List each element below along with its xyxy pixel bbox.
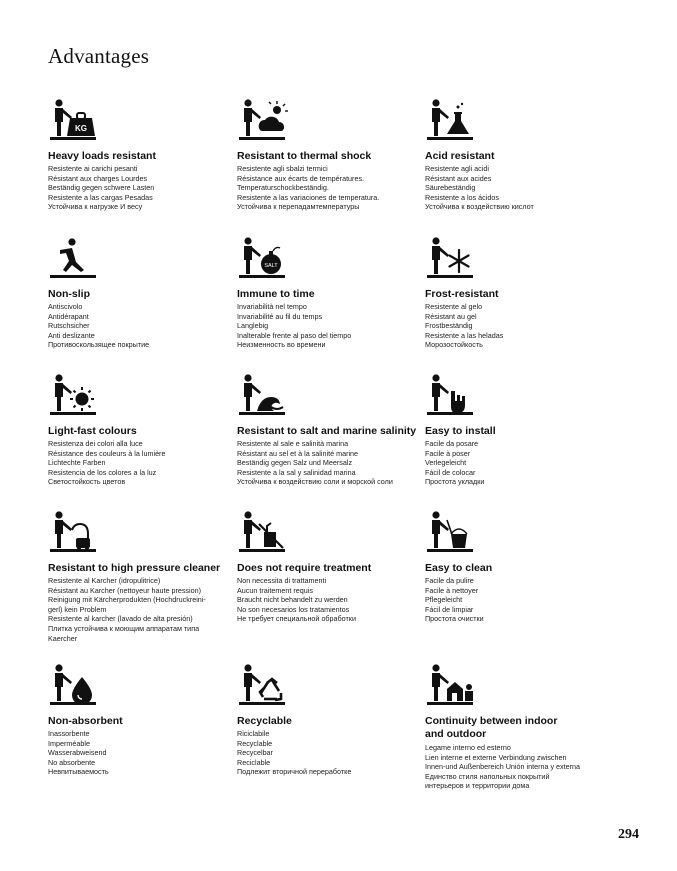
translation-line: Устойчива к воздействию соли и морской соли	[237, 477, 393, 487]
translation-line: Невпитываемость	[48, 767, 109, 777]
translation-line: Invariabilité au fil du temps	[237, 311, 323, 321]
translation-line: Antidérapant	[48, 311, 89, 321]
translation-line: Résistant au Karcher (nettoyeur haute pression)	[48, 585, 202, 595]
translation-line: Устойчива к воздействию кислот	[425, 202, 534, 212]
translation-line: Résistance des couleurs à la lumière	[48, 448, 166, 458]
translation-line: Facile da posare	[425, 439, 479, 448]
translation-line: интерьеров и территории дома	[425, 781, 530, 791]
translation-line: Resistente agli sbalzi termici	[237, 164, 328, 173]
translation-line: Aucun traitement requis	[237, 585, 313, 595]
translation-line: Resistente al karcher (lavado de alta presión)	[48, 614, 193, 624]
translation-line: Résistant au sel et à la salinité marine	[237, 448, 359, 458]
translation-line: Verlegeleicht	[425, 458, 467, 468]
hand-install-icon	[425, 373, 485, 419]
translation-line: Innen-und Außenbereich Unión interna y externa	[425, 762, 581, 772]
translation-line: Invariabilità nel tempo	[237, 302, 307, 311]
translation-line: No absorbente	[48, 757, 96, 767]
no-treatment-icon	[237, 510, 297, 556]
advantage-title: Does not require treatment	[237, 562, 372, 574]
translation-line: Resistencia de los colores a la luz	[48, 467, 157, 477]
translation-list	[237, 164, 437, 212]
translation-line: Non necessita di trattamenti	[237, 576, 327, 585]
thermal-shock-icon	[237, 98, 297, 144]
advantage-title: Heavy loads resistant	[48, 150, 156, 162]
translation-list	[48, 302, 248, 350]
translation-line: Facile à poser	[425, 448, 471, 458]
translation-line: Langlebig	[237, 321, 269, 331]
svg-text:SALT: SALT	[264, 263, 278, 269]
translation-line: Recycelbar	[237, 748, 273, 758]
advantage-title: Acid resistant	[425, 150, 495, 162]
translation-line: Wasserabweisend	[48, 748, 107, 758]
translation-line: Résistant aux acides	[425, 173, 492, 183]
water-drop-icon	[48, 663, 108, 709]
translation-line: Lien interne et externe Verbindung zwischen	[425, 752, 567, 762]
acid-flask-icon	[425, 98, 485, 144]
translation-line: Неизменность во времени	[237, 340, 326, 350]
translation-list	[425, 302, 625, 350]
heavy-load-icon	[48, 98, 108, 144]
translation-line: Riciclabile	[237, 729, 270, 738]
translation-line: Resistente al gelo	[425, 302, 483, 311]
translation-line: Resistenza dei colori alla luce	[48, 439, 143, 448]
translation-line: Säurebeständig	[425, 183, 476, 193]
translation-line: Resistente agli acidi	[425, 164, 489, 173]
translation-line: Inalterable frente al paso del tiempo	[237, 330, 352, 340]
translation-line: Reinigung mit Kärcherprodukten (Hochdruckreini- gerl) kein Problem	[48, 595, 206, 614]
translation-line: Resistente a las heladas	[425, 330, 504, 340]
translation-line: Устойчива к нагрузке И весу	[48, 202, 143, 212]
indoor-outdoor-icon	[425, 663, 485, 709]
translation-line: Résistant aux charges Lourdes	[48, 173, 148, 183]
advantage-title: Easy to install	[425, 425, 496, 437]
translation-line: Beständig gegen schwere Lasten	[48, 183, 155, 193]
wave-icon	[237, 373, 297, 419]
translation-line: Fácil de colocar	[425, 467, 476, 477]
translation-line: Простота укладки	[425, 477, 485, 487]
translation-list	[48, 576, 248, 643]
translation-line: Морозостойкость	[425, 340, 483, 350]
advantage-title: Non-absorbent	[48, 715, 123, 727]
translation-line: Anti deslizante	[48, 330, 95, 340]
advantage-title: Resistant to high pressure cleaner	[48, 562, 221, 574]
translation-line: Resistente a las variaciones de temperatura.	[237, 192, 380, 202]
translation-line: Temperaturschockbeständig.	[237, 183, 329, 193]
translation-line: Braucht nicht behandelt zu werden	[237, 595, 348, 605]
translation-line: Простота очистки	[425, 614, 484, 624]
translation-list	[237, 576, 437, 624]
advantage-title: Continuity between indoor and outdoor	[425, 715, 558, 740]
advantage-title: Frost-resistant	[425, 288, 499, 300]
time-bomb-icon	[237, 236, 297, 282]
advantage-title: Resistant to thermal shock	[237, 150, 372, 162]
pressure-cleaner-icon	[48, 510, 108, 556]
translation-line: Lichtechte Farben	[48, 458, 106, 468]
translation-line: Résistance aux écarts de températures.	[237, 173, 365, 183]
advantage-title: Resistant to salt and marine salinity	[237, 425, 417, 437]
translation-list	[237, 439, 437, 487]
translation-line: Светостойкость цветов	[48, 477, 126, 487]
translation-line: Imperméable	[48, 738, 90, 748]
advantage-title: Recyclable	[237, 715, 292, 727]
translation-line: Résistant au gel	[425, 311, 477, 321]
translation-line: No son necesarios los tratamientos	[237, 604, 350, 614]
recycle-icon	[237, 663, 297, 709]
translation-list	[425, 576, 625, 624]
translation-line: Resistente al Karcher (idropulitrice)	[48, 576, 161, 585]
translation-line: Resistente al sale e salinità marina	[237, 439, 349, 448]
translation-line: Resistente a los ácidos	[425, 192, 499, 202]
translation-line: Resistente a las cargas Pesadas	[48, 192, 153, 202]
translation-line: Противоскользящее покрытие	[48, 340, 150, 350]
translation-list	[237, 302, 437, 350]
slipping-person-icon	[48, 236, 108, 282]
translation-line: Подлежит вторичной переработке	[237, 767, 352, 777]
advantage-title: Easy to clean	[425, 562, 493, 574]
translation-list	[48, 164, 248, 212]
translation-line: Reciclable	[237, 757, 271, 767]
page-title: Advantages	[48, 44, 150, 68]
translation-line: Плитка устойчива к моющим аппаратам типа Kaercher	[48, 623, 200, 643]
translation-line: Frostbeständig	[425, 321, 473, 331]
advantage-title: Light-fast colours	[48, 425, 137, 437]
page-number: 294	[618, 827, 639, 842]
translation-line: Не требует специальной обработки	[237, 614, 356, 624]
sun-icon	[48, 373, 108, 419]
translation-line: Устойчива к перепадамтемпературы	[237, 202, 360, 212]
translation-list	[48, 729, 248, 777]
translation-list	[48, 439, 248, 487]
advantage-title: Non-slip	[48, 288, 90, 300]
translation-list	[237, 729, 437, 777]
translation-line: Rutschsicher	[48, 321, 90, 331]
bucket-icon	[425, 510, 485, 556]
translation-list	[425, 743, 625, 791]
svg-text:KG: KG	[75, 124, 87, 133]
translation-list	[425, 439, 625, 487]
translation-line: Pflegeleicht	[425, 595, 463, 605]
translation-line: Legame interno ed esterno	[425, 743, 511, 752]
translation-line: Facile da pulire	[425, 576, 474, 585]
translation-line: Resistente a la sal y salinidad marina	[237, 467, 356, 477]
translation-line: Antiscivolo	[48, 302, 83, 311]
translation-line: Inassorbente	[48, 729, 90, 738]
translation-list	[425, 164, 625, 212]
translation-line: Resistente ai carichi pesanti	[48, 164, 138, 173]
snowflake-icon	[425, 236, 485, 282]
translation-line: Fácil de limpiar	[425, 604, 474, 614]
translation-line: Единство стиля напольных покрытий	[425, 771, 550, 781]
translation-line: Beständig gegen Salz und Meersalz	[237, 458, 353, 468]
translation-line: Facile à nettoyer	[425, 585, 479, 595]
translation-line: Recyclable	[237, 738, 273, 748]
advantage-title: Immune to time	[237, 288, 315, 300]
